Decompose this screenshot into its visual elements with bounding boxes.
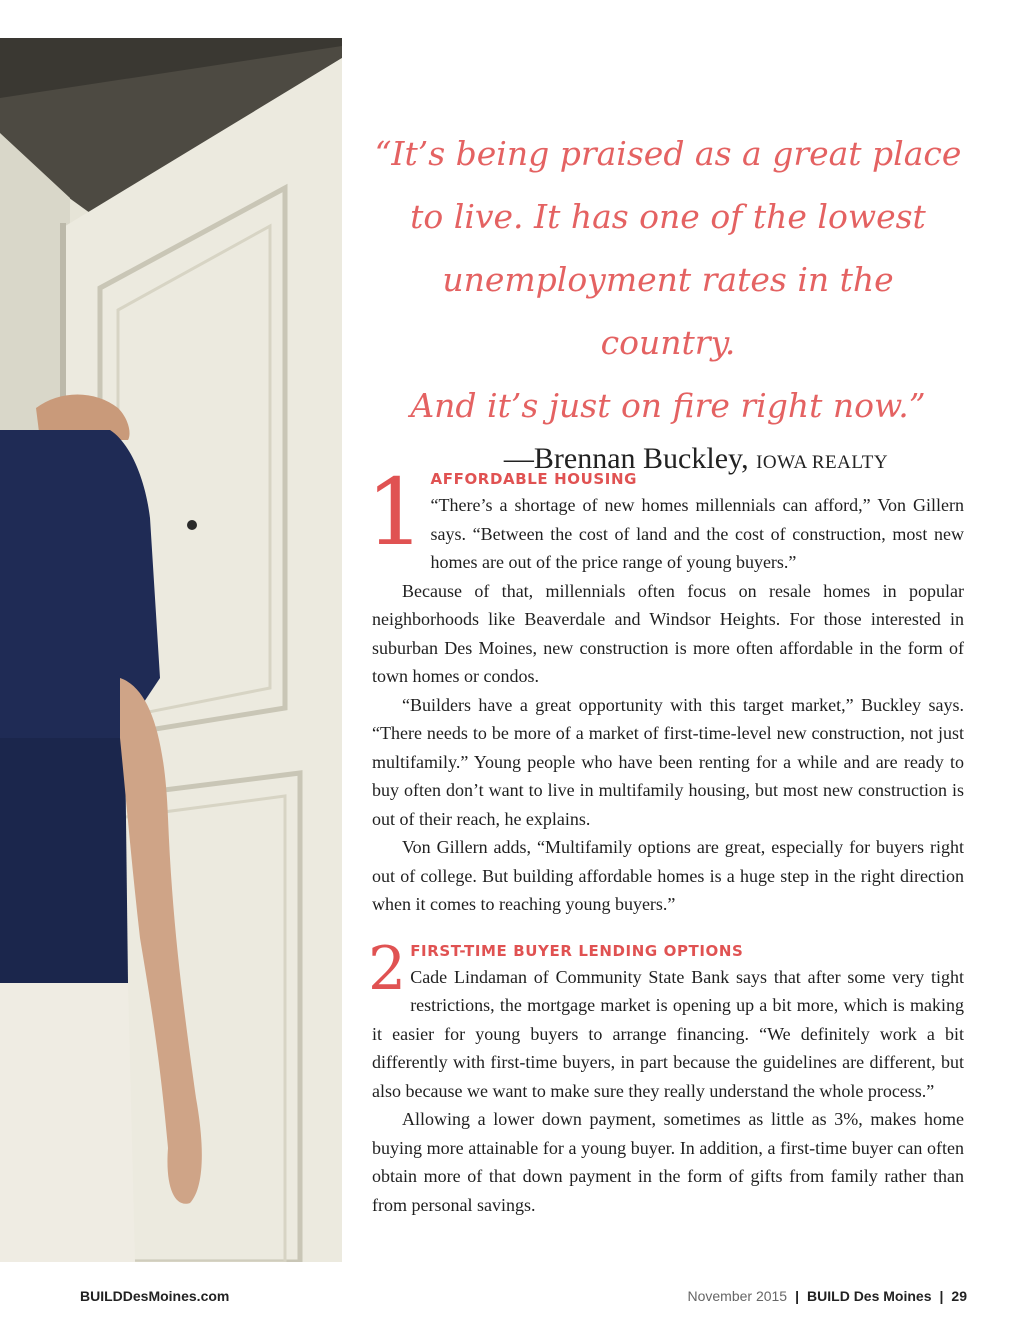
pull-quote-line: “It’s being praised as a great place [374, 134, 962, 173]
paragraph: “There’s a shortage of new homes millennials can afford,” Von Gillern says. “Between the cost of land and the cost of construction, most new homes are out of the price range of young buyers.” [430, 495, 964, 572]
section-heading: AFFORDABLE HOUSING [430, 470, 638, 488]
footer-website: BUILDDesMoines.com [80, 1288, 230, 1304]
footer-publication: BUILD Des Moines [807, 1288, 932, 1304]
footer-date: November 2015 [687, 1288, 788, 1304]
pull-quote-line: unemployment rates in the country. [442, 260, 894, 362]
pull-quote-text [372, 122, 964, 437]
photo-man-in-doorway [0, 38, 342, 1262]
pull-quote-line: And it’s just on fire right now.” [410, 386, 926, 425]
footer-separator: | [795, 1288, 800, 1304]
section-heading: FIRST-TIME BUYER LENDING OPTIONS [410, 941, 744, 960]
section-number: 1 [366, 459, 425, 566]
attribution-name: —Brennan Buckley, [503, 442, 749, 475]
paragraph: “Builders have a great opportunity with this target market,” Buckley says. “There needs to be more of a market of first-time-level new construction, not just multifamily.” Young people who have been renting for a while and are ready to buy often don’t want to live in multifamily housing, but most new construction is out of their reach, he explains. [372, 694, 964, 829]
footer-page-number: 29 [951, 1288, 967, 1304]
paragraph: Allowing a lower down payment, sometimes as little as 3%, makes home buying more attainable for a young buyer. In addition, a first-time buyer can often obtain more of that down payment in the form of gifts from family rather than from personal savings. [372, 1109, 964, 1215]
section-number: 2 [368, 933, 407, 1004]
attribution-org: IOWA REALTY [756, 452, 889, 473]
footer-folio [687, 1288, 967, 1304]
doorway-illustration [0, 38, 342, 1262]
paragraph: Because of that, millennials often focus on resale homes in popular neighborhoods like Beaverdale and Windsor Heights. For those interested in suburban Des Moines, new construction is more often affordable in the form of town homes or condos. [372, 580, 964, 686]
paragraph: Cade Lindaman of Community State Bank says that after some very tight restrictions, the mortgage market is opening up a bit more, which is making it easier for young buyers to arrange financing. “We definitely work a bit differently with first-time buyers, in part because the guidelines are different, but also because we want to make sure they really understand the whole process.” [372, 966, 964, 1101]
footer-separator: | [939, 1288, 944, 1304]
pull-quote-line: to live. It has one of the lowest [410, 197, 926, 236]
section-first-time-buyer-lending [368, 933, 964, 1220]
pull-quote [372, 122, 964, 481]
paragraph: Von Gillern adds, “Multifamily options are great, especially for buyers right out of college. But building affordable homes is a huge step in the right direction when it comes to reaching young buyers.” [372, 837, 964, 914]
